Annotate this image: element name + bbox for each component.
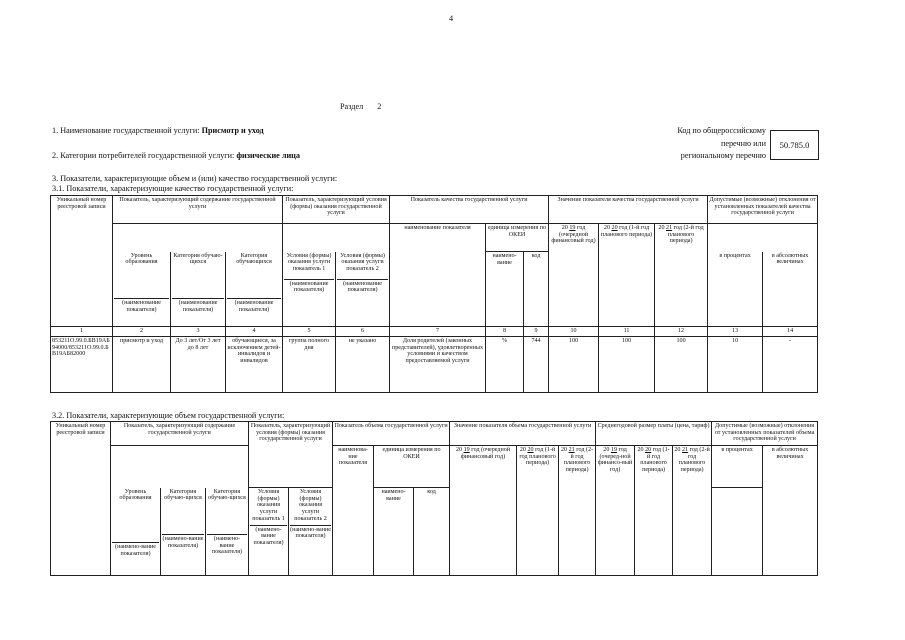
v-h-unit: единица измерения по ОКЕИ [374, 446, 450, 488]
q-h-content-space [113, 224, 283, 252]
q-num-2: 2 [113, 327, 171, 337]
q-h-year2 [599, 224, 655, 327]
p-y2: 20 [645, 447, 652, 453]
v-c4-label: Условия (формы) оказания услуги показатель 1 [252, 489, 285, 522]
q-row-content2: До 3 лет/От 3 лет до 8 лет [171, 337, 226, 393]
q-h-quality: Показатель качества государственной услуги [390, 196, 549, 224]
v-h-c4 [249, 488, 289, 576]
q-num-3: 3 [171, 327, 226, 337]
v-y1: 19 [463, 447, 470, 453]
q-row-v1: 100 [549, 337, 599, 393]
q-c3-name: (наименование показателя) [227, 298, 281, 313]
v-c2-label: Категория обучаю-щихся [164, 488, 202, 502]
q-h-unit-code: код [524, 252, 549, 327]
v-h-c2 [161, 488, 206, 576]
v-c1-name: (наимено-вание показателя) [112, 542, 159, 557]
v-h-values: Значение показателя объема государственной услуги [450, 422, 596, 446]
v-y1-pre: 20 [455, 447, 463, 453]
q-h-year3 [655, 224, 708, 327]
v-h-price: Среднегодовой размер платы (цена, тариф) [596, 422, 712, 446]
q-num-7: 7 [390, 327, 486, 337]
q-row-pct: 10 [708, 337, 763, 393]
table-row [51, 337, 818, 393]
p-y1-pre: 20 [603, 447, 610, 453]
v-h-unit-name: наимено-вание [374, 488, 414, 576]
v-h-year3 [559, 446, 596, 576]
v-c4-name: (наимено-вание показателя) [250, 525, 287, 547]
p-h-year3 [673, 446, 712, 576]
q-h-unit-name: наимено-вание [486, 252, 524, 327]
service-name-value: Присмотр и уход [201, 126, 264, 135]
quality-table [50, 195, 818, 393]
q-y2: 20 [611, 225, 618, 231]
q-row-v3: 100 [655, 337, 708, 393]
v-y2-pre: 20 [519, 447, 526, 453]
service-name-line [52, 126, 264, 135]
v-c5-label: Условия (формы) оказания услуги показатель 2 [294, 489, 327, 522]
q-c2-label: Категория обучаю-щихся [173, 252, 223, 266]
registry-code-box: 50.785.0 [770, 130, 819, 160]
section31-heading: 3.1. Показатели, характеризующие качество государственной услуги: [52, 184, 294, 193]
q-h-conditions-space [283, 224, 390, 252]
v-y3-pre: 20 [560, 447, 568, 453]
q-row-cond1: группа полного дня [283, 337, 336, 393]
q-num-9: 9 [524, 327, 549, 337]
q-row-content1: присмотр и уход [113, 337, 171, 393]
q-h-indicator-name: наименование показателя [390, 224, 486, 327]
p-y1: 19 [610, 447, 617, 453]
v-h-unit-code: код [414, 488, 450, 576]
q-num-8: 8 [486, 327, 524, 337]
q-y2-pre: 20 [603, 225, 610, 231]
v-y1-post: год (очередной финансовый год) [460, 447, 511, 460]
q-c5-name: (наименование показателя) [337, 279, 388, 294]
q-y1: 19 [569, 225, 576, 231]
q-num-12: 12 [655, 327, 708, 337]
q-h-conditions: Показатель, характеризующий условия (формы) оказания государственной услуги [283, 196, 390, 224]
v-h-conditions: Показатель, характеризующий условия (формы) оказания государственной услуги [249, 422, 333, 488]
q-row-v2: 100 [599, 337, 655, 393]
p-h-year2 [635, 446, 673, 576]
q-row-cond2: не указано [336, 337, 390, 393]
q-h-c4 [283, 252, 336, 327]
v-c3-label: Категория обучаю-щихся [208, 488, 246, 502]
q-h-c2 [171, 252, 226, 327]
q-h-percent: в процентах [708, 252, 763, 327]
v-h-indicator-name: наименова-ние показателя [333, 446, 374, 576]
consumer-category-prefix: 2. Категории потребителей государственной услуги: [52, 151, 235, 160]
v-h-deviation: Допустимые (возможные) отклонения от установленных показателей объема государственной услуги [712, 422, 818, 446]
service-name-prefix: 1. Наименование государственной услуги: [52, 126, 200, 135]
q-h-unit: единица измерения по ОКЕИ [486, 224, 549, 252]
v-h-percent-space [712, 488, 763, 576]
v-c2-name: (наимено-вание показателя) [162, 535, 204, 549]
q-row-content3: обучающиеся, за исключением детей-инвалидов и инвалидов [226, 337, 283, 393]
q-row-abs: - [763, 337, 818, 393]
q-y3: 21 [666, 225, 673, 231]
v-h-percent: в процентах [712, 446, 763, 488]
q-c5-label: Условия (формы) оказания услуги показатель 2 [340, 252, 385, 272]
q-h-deviation: Допустимые (возможные) отклонения от установленных показателей качества государственной услуги [708, 196, 818, 224]
q-num-10: 10 [549, 327, 599, 337]
q-h-content: Показатель, характеризующий содержание государственной услуги [113, 196, 283, 224]
section32-heading: 3.2. Показатели, характеризующие объем государственной услуги: [52, 411, 285, 420]
q-h-unique: Уникальный номер реестровой записи [51, 196, 113, 327]
section-label-text: Раздел [340, 102, 364, 111]
q-h-deviation-space [708, 224, 818, 252]
q-row-code: 744 [524, 337, 549, 393]
v-h-year2 [517, 446, 559, 576]
v-y2: 20 [527, 447, 534, 453]
v-h-c1 [111, 488, 161, 576]
q-h-c3 [226, 252, 283, 327]
q-num-5: 5 [283, 327, 336, 337]
code-label-2: перечню или [720, 139, 766, 148]
q-num-1: 1 [51, 327, 113, 337]
q-num-14: 14 [763, 327, 818, 337]
v-h-content: Показатель, характеризующий содержание государственной услуги [111, 422, 249, 446]
v-c5-name: (наимено-вание показателя) [290, 526, 331, 540]
v-h-content-space [111, 446, 249, 488]
consumer-category-value: физические лица [236, 151, 300, 160]
q-row-unit: % [486, 337, 524, 393]
volume-table [50, 421, 818, 576]
code-label-1: Код по общероссийскому [677, 126, 766, 135]
v-y3: 21 [568, 447, 575, 453]
q-h-c1 [113, 252, 171, 327]
p-y2-post: год (1-й год планового периода) [640, 447, 670, 474]
p-y1-post: год (очеред-ной финансо-вый год) [597, 447, 633, 474]
section-number: 2 [377, 102, 382, 111]
v-y3-post: год (2-й год планового периода) [563, 447, 594, 474]
v-h-c3 [206, 488, 249, 576]
q-h-year1 [549, 224, 599, 327]
q-y3-pre: 20 [658, 225, 665, 231]
q-c1-label: Уровень образования [125, 252, 158, 266]
q-y2-post: год (1-й год планового периода) [600, 225, 653, 238]
p-y3-post: год (2-й год планового периода) [678, 447, 710, 474]
v-c1-label: Уровень образования [119, 488, 152, 502]
v-h-c5 [289, 488, 333, 576]
v-h-unique: Уникальный номер реестровой записи [51, 422, 111, 576]
v-h-year1 [450, 446, 517, 576]
q-c3-label: Категория обучающихся [236, 252, 272, 266]
q-y1-post: год (очередной финансовый год) [551, 225, 596, 245]
page-number: 4 [449, 14, 454, 23]
section-label [340, 102, 381, 111]
q-c4-label: Условия (формы) оказания услуги показатель 1 [286, 252, 332, 272]
p-y3-pre: 20 [674, 447, 681, 453]
q-c2-name: (наименование показателя) [172, 298, 224, 313]
code-label-3: региональному перечню [680, 151, 766, 160]
q-row-indicator: Доля родителей (законных представителей), удовлетворенных условиями и качеством предоставляемой услуги [390, 337, 486, 393]
q-y3-post: год (2-й год планового периода) [667, 225, 704, 245]
p-y3: 21 [681, 447, 689, 453]
consumer-category-line [52, 151, 300, 160]
q-h-values: Значение показателя качества государственной услуги [549, 196, 708, 224]
v-y2-post: год (1-й год планового периода) [519, 447, 556, 467]
q-c4-name: (наименование показателя) [284, 279, 334, 294]
v-c3-name: (наимено-вание показателя) [207, 534, 247, 556]
q-y1-pre: 20 [561, 225, 568, 231]
q-h-c5 [336, 252, 390, 327]
section3-heading: 3. Показатели, характеризующие объем и (или) качество государственной услуги: [52, 174, 338, 183]
p-h-year1 [596, 446, 635, 576]
q-c1-name: (наименование показателя) [114, 298, 169, 313]
q-num-11: 11 [599, 327, 655, 337]
q-h-absolute: в абсолютных величинах [763, 252, 818, 327]
v-h-volume: Показатель объема государственной услуги [333, 422, 450, 446]
p-y2-pre: 20 [637, 447, 644, 453]
v-h-absolute: в абсолютных величинах [763, 446, 818, 576]
q-row-unique: 853211О.99.0.БВ19АБ94000/853211О.99.0.БВ19АБ82000 [51, 337, 113, 393]
q-num-6: 6 [336, 327, 390, 337]
q-num-13: 13 [708, 327, 763, 337]
q-num-4: 4 [226, 327, 283, 337]
